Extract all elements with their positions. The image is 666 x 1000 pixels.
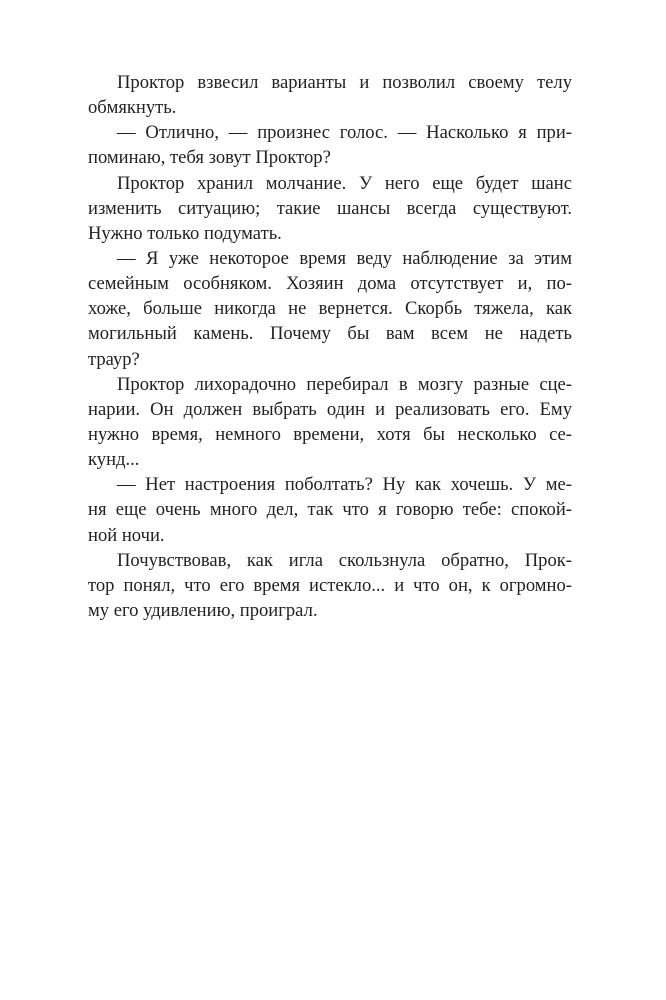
text-line: ной ночи.	[88, 524, 165, 546]
text-line: могильный камень. Почему бы вам всем не надеть	[88, 323, 572, 345]
text-line: Проктор взвесил варианты и позволил своему телу	[117, 72, 572, 93]
text-line: хоже, больше никогда не вернется. Скорбь тяжела, как	[88, 298, 572, 320]
text-line: — Я уже некоторое время веду наблюдение за этим	[117, 247, 572, 269]
text-line: му его удивлению, проиграл.	[88, 599, 318, 621]
text-line: изменить ситуацию; такие шансы всегда существуют.	[88, 197, 572, 219]
text-line: обмякнуть.	[88, 97, 177, 119]
text-line: Проктор лихорадочно перебирал в мозгу разные сце-	[117, 373, 572, 395]
text-line: нужно время, немного времени, хотя бы несколько се-	[88, 423, 572, 445]
text-line: Нужно только подумать.	[88, 222, 282, 244]
text-line: нарии. Он должен выбрать один и реализовать его. Ему	[88, 398, 572, 420]
text-line: ня еще очень много дел, так что я говорю тебе: спокой-	[88, 499, 572, 521]
body-text	[88, 70, 572, 623]
text-line: Почувствовав, как игла скользнула обратно, Прок-	[117, 549, 572, 571]
text-line: поминаю, тебя зовут Проктор?	[88, 147, 331, 169]
text-line: Проктор хранил молчание. У него еще будет шанс	[117, 172, 572, 194]
text-line: — Нет настроения поболтать? Ну как хочешь. У ме-	[117, 474, 572, 496]
text-line: кунд...	[88, 449, 140, 471]
text-line: семейным особняком. Хозяин дома отсутствует и, по-	[88, 273, 572, 295]
text-line: — Отлично, — произнес голос. — Насколько я при-	[117, 122, 572, 144]
text-line: траур?	[88, 348, 140, 370]
text-line: тор понял, что его время истекло... и что он, к огромно-	[88, 574, 572, 596]
